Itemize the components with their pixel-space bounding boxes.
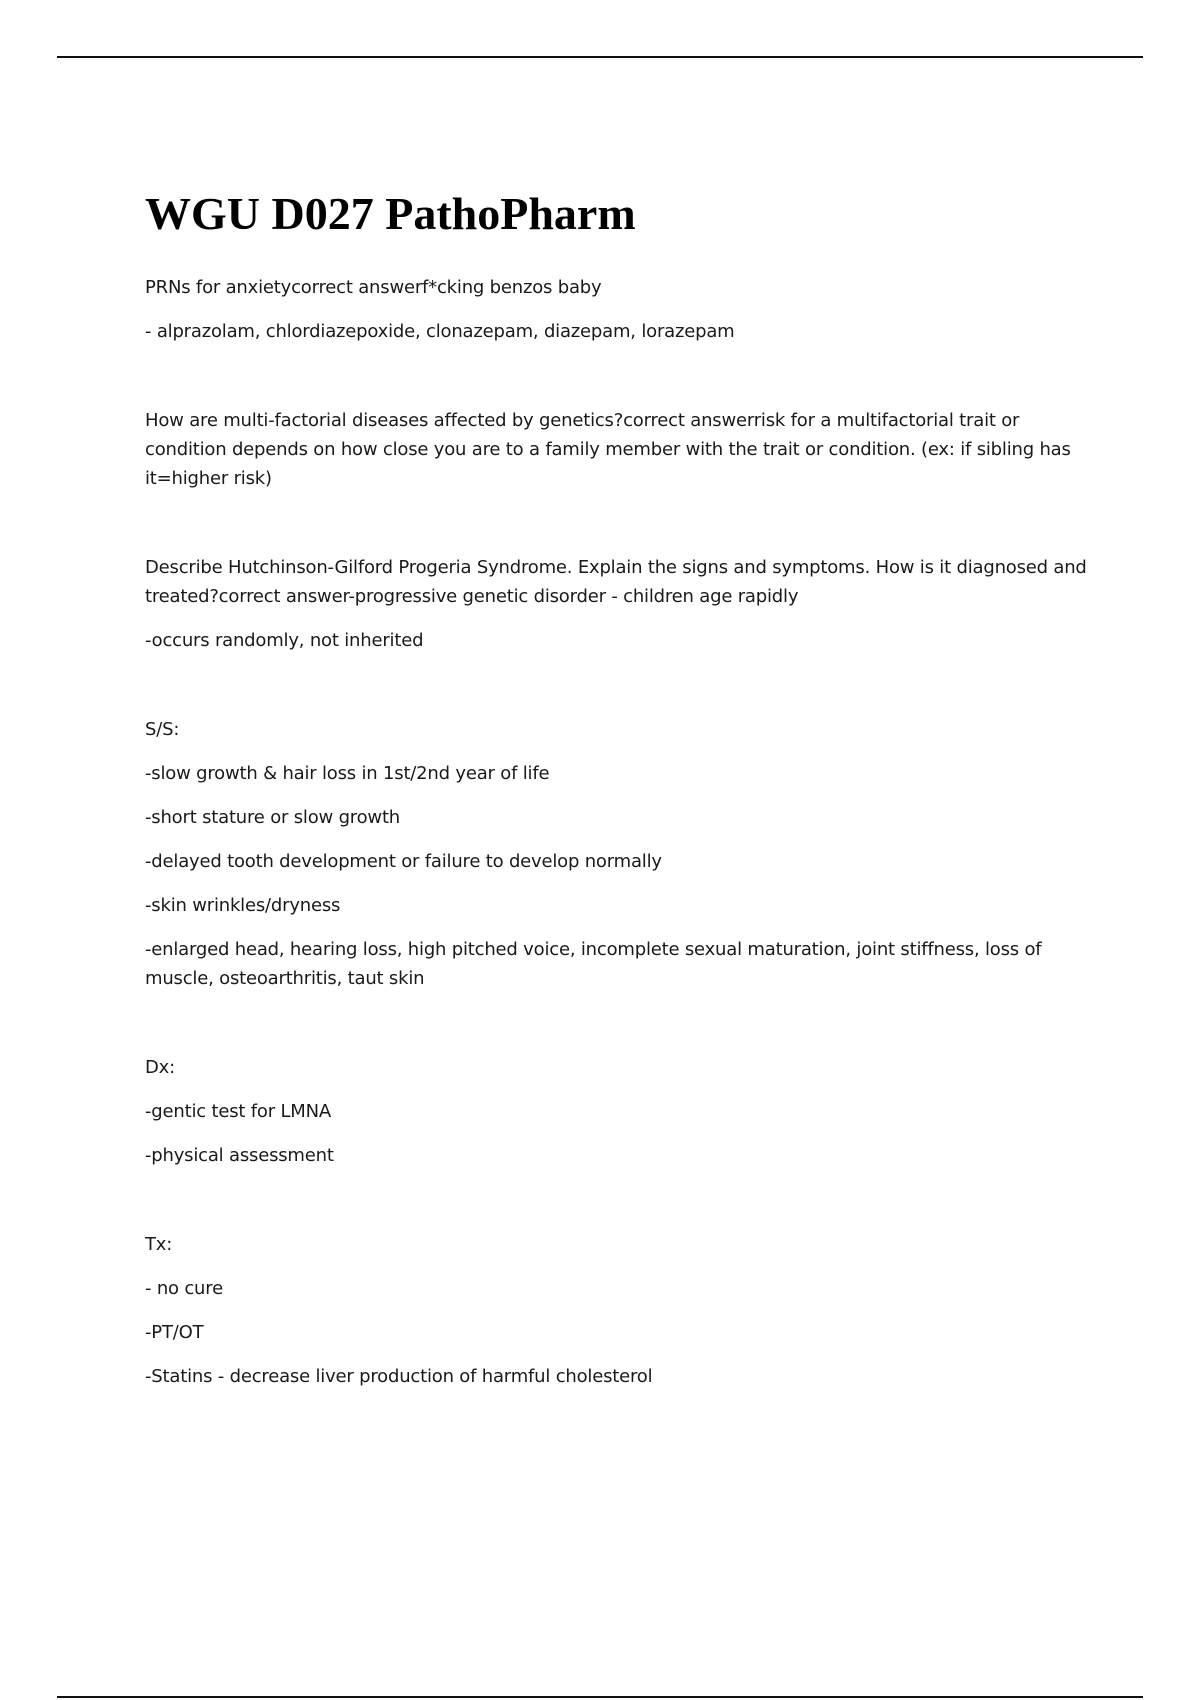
- document-paragraph: How are multi-factorial diseases affected by genetics?correct answerrisk for a multifactorial trait or condition depends on how close you are to a family member with the trait or condition. (ex: if sibling has it=higher risk): [145, 410, 1071, 489]
- document-paragraph: Tx:: [145, 1234, 173, 1255]
- document-paragraph: -slow growth & hair loss in 1st/2nd year of life: [145, 763, 550, 784]
- document-paragraph: PRNs for anxietycorrect answerf*cking benzos baby: [145, 277, 602, 298]
- document-paragraph: -short stature or slow growth: [145, 807, 401, 828]
- document-paragraph: Describe Hutchinson-Gilford Progeria Syndrome. Explain the signs and symptoms. How is it diagnosed and treated?correct answer-progressive genetic disorder - children age rapidly: [145, 557, 1087, 607]
- document-paragraph: Dx:: [145, 1057, 175, 1078]
- document-paragraph: - no cure: [145, 1278, 223, 1299]
- document-paragraph: -delayed tooth development or failure to develop normally: [145, 851, 662, 872]
- bottom-divider: [57, 1696, 1143, 1698]
- document-paragraph: -Statins - decrease liver production of harmful cholesterol: [145, 1366, 653, 1387]
- document-paragraph: -PT/OT: [145, 1322, 204, 1343]
- document-paragraph: -gentic test for LMNA: [145, 1101, 331, 1122]
- document-paragraph: -physical assessment: [145, 1145, 334, 1166]
- document-body: [145, 185, 1095, 1391]
- document-paragraph: S/S:: [145, 719, 180, 740]
- document-paragraph: - alprazolam, chlordiazepoxide, clonazepam, diazepam, lorazepam: [145, 321, 735, 342]
- document-title: WGU D027 PathoPharm: [145, 188, 636, 239]
- document-paragraphs: [145, 273, 1095, 1391]
- document-paragraph: -enlarged head, hearing loss, high pitched voice, incomplete sexual maturation, joint stiffness, loss of muscle, osteoarthritis, taut skin: [145, 939, 1042, 989]
- document-paragraph: -occurs randomly, not inherited: [145, 630, 424, 651]
- top-divider: [57, 56, 1143, 58]
- document-paragraph: -skin wrinkles/dryness: [145, 895, 341, 916]
